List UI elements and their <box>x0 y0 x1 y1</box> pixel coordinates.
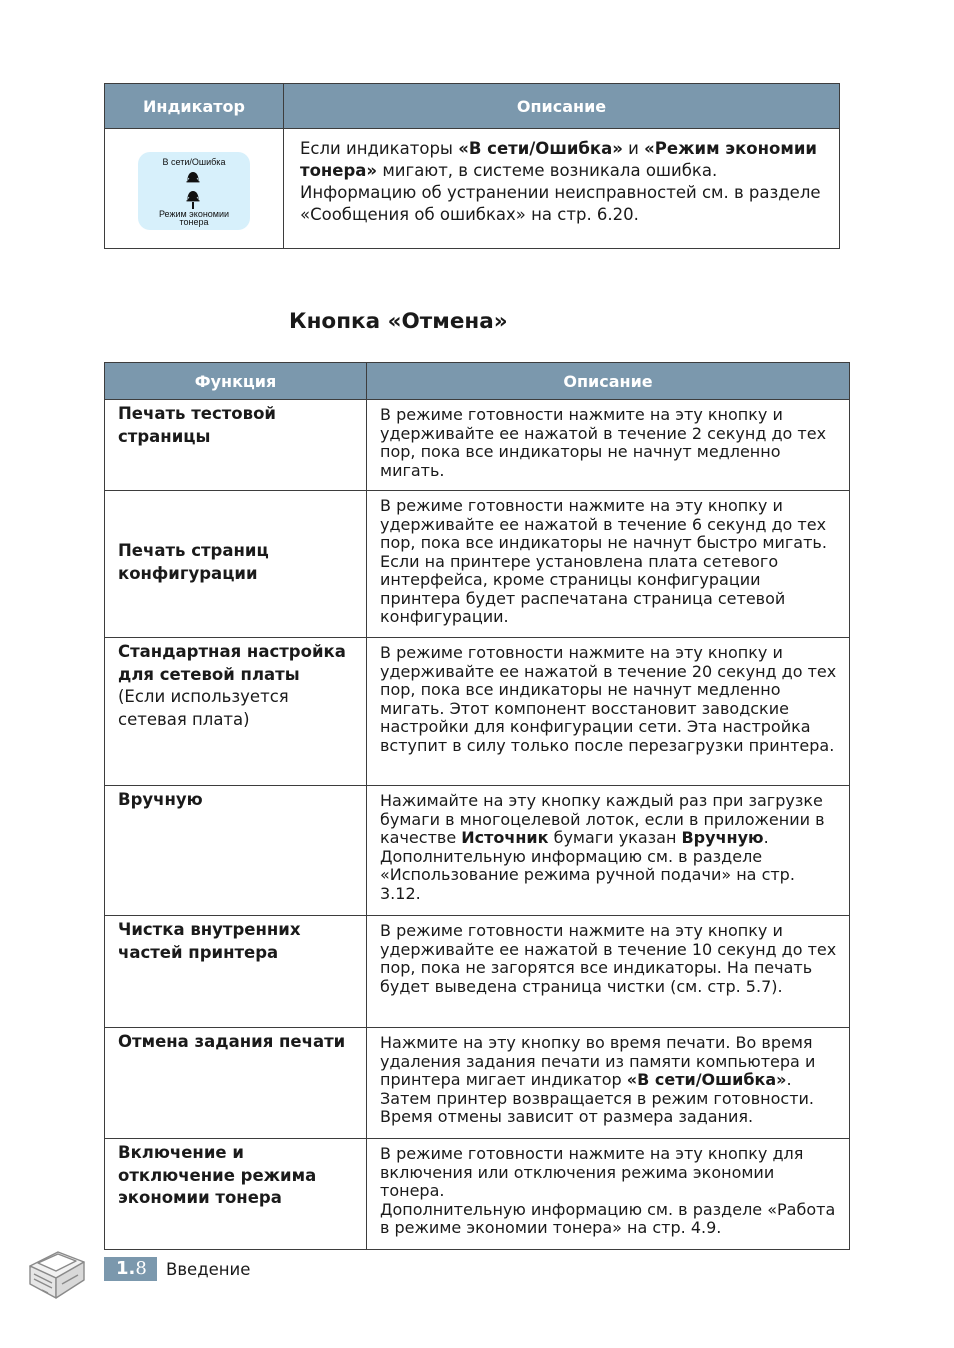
function-name: Отмена задания печати <box>118 1032 346 1051</box>
indicator-cell <box>105 129 284 249</box>
table-header-row <box>105 84 840 129</box>
function-cell <box>105 491 367 638</box>
panel-label-online-error: В сети/Ошибка <box>162 157 226 167</box>
function-name: Включение и отключение режима экономии тонера <box>118 1143 317 1207</box>
function-name: Чистка внутренних частей принтера <box>118 920 301 962</box>
table-row <box>105 491 850 638</box>
text-segment: Нажмите на эту кнопку во время печати. Во время удаления задания печати из памяти компьютера и принтера мигает индикатор <box>380 1033 816 1089</box>
function-name: Стандартная настройка для сетевой платы <box>118 642 346 684</box>
page-number: 8 <box>135 1258 147 1279</box>
text-segment: Нажимайте на эту кнопку каждый раз при загрузке бумаги в многоцелевой лоток, если в приложении в качестве <box>380 791 825 847</box>
text-bold: Вручную <box>681 828 764 847</box>
description-cell: В режиме готовности нажмите на эту кнопку и удерживайте ее нажатой в течение 10 секунд до тех пор, пока не загорятся все индикаторы. На печать будет выведена страница чистки (см. стр. 5.7). <box>367 916 850 1028</box>
panel-label-toner: тонера <box>179 217 209 227</box>
table-row <box>105 1028 850 1139</box>
text-segment: Если индикаторы <box>300 139 459 158</box>
text-bold: «В сети/Ошибка» <box>458 139 623 158</box>
chapter-number: 1. <box>116 1258 136 1279</box>
text-bold: «Режим экономии тонера» <box>300 139 817 180</box>
table-header-row <box>105 363 850 400</box>
function-name: Печать страниц конфигурации <box>118 541 269 583</box>
table-row <box>105 400 850 491</box>
table-row <box>105 786 850 916</box>
section-title: Кнопка «Отмена» <box>289 309 508 334</box>
text-segment: . Дополнительную информацию см. в разделе «Использование режима ручной подачи» на стр. 3.12. <box>380 828 795 903</box>
header-indicator: Индикатор <box>105 84 284 129</box>
function-cell <box>105 916 367 1028</box>
indicator-divider <box>192 202 194 209</box>
text-bold: «В сети/Ошибка» <box>626 1070 787 1089</box>
function-name: Вручную <box>118 790 203 809</box>
text-bold: Источник <box>461 828 549 847</box>
cancel-button-table <box>104 362 850 1250</box>
function-cell <box>105 786 367 916</box>
indicator-description <box>284 129 840 249</box>
description-cell <box>367 1028 850 1139</box>
function-cell <box>105 1139 367 1250</box>
header-function: Функция <box>105 363 367 400</box>
printer-icon <box>24 1238 90 1302</box>
text-segment: и <box>622 139 645 158</box>
footer-section-name: Введение <box>166 1260 251 1279</box>
table-row <box>105 916 850 1028</box>
text-segment: мигают, в системе возникала ошибка. Информацию об устранении неисправностей см. в разделе «Сообщения об ошибках» на стр. 6.20. <box>300 161 821 224</box>
indicator-table <box>104 83 840 249</box>
table-row <box>105 1139 850 1250</box>
control-panel-image <box>138 152 250 230</box>
text-segment: Дополнительную информацию см. в разделе «Работа в режиме экономии тонера» на стр. 4.9. <box>380 1199 836 1237</box>
header-description: Описание <box>284 84 840 129</box>
header-description: Описание <box>367 363 850 400</box>
description-cell: В режиме готовности нажмите на эту кнопку и удерживайте ее нажатой в течение 6 секунд до тех пор, пока все индикаторы не начнут быстро мигать. Если на принтере установлена плата сетевого интерфейса, кроме страницы конфигурации принтера будет распечатана страница сетевой конфигурации. <box>367 491 850 638</box>
table-row <box>105 638 850 786</box>
description-cell <box>367 1139 850 1250</box>
function-note: (Если используется сетевая плата) <box>118 687 289 729</box>
page-number-badge <box>104 1257 157 1281</box>
text-segment: В режиме готовности нажмите на эту кнопку для включения или отключения режима экономии тонера. <box>380 1144 804 1200</box>
panel-label-toner-save: Режим экономии <box>158 209 230 219</box>
function-cell <box>105 400 367 491</box>
function-cell <box>105 638 367 786</box>
text-segment: . Затем принтер возвращается в режим готовности. Время отмены зависит от размера задания. <box>380 1070 814 1126</box>
description-cell <box>367 786 850 916</box>
led-indicator-icon <box>186 189 200 202</box>
description-cell: В режиме готовности нажмите на эту кнопку и удерживайте ее нажатой в течение 20 секунд до тех пор, пока все индикаторы не начнут медленно мигать. Этот компонент восстановит заводские настройки для конфигурации сети. Эта настройка вступит в силу только после перезагрузки принтера. <box>367 638 850 786</box>
text-segment: бумаги указан <box>548 828 682 847</box>
function-name: Печать тестовой страницы <box>118 404 276 446</box>
function-cell <box>105 1028 367 1139</box>
description-cell: В режиме готовности нажмите на эту кнопку и удерживайте ее нажатой в течение 2 секунд до тех пор, пока все индикаторы не начнут медленно мигать. <box>367 400 850 491</box>
table-row <box>105 129 840 249</box>
led-indicator-icon <box>186 170 200 183</box>
